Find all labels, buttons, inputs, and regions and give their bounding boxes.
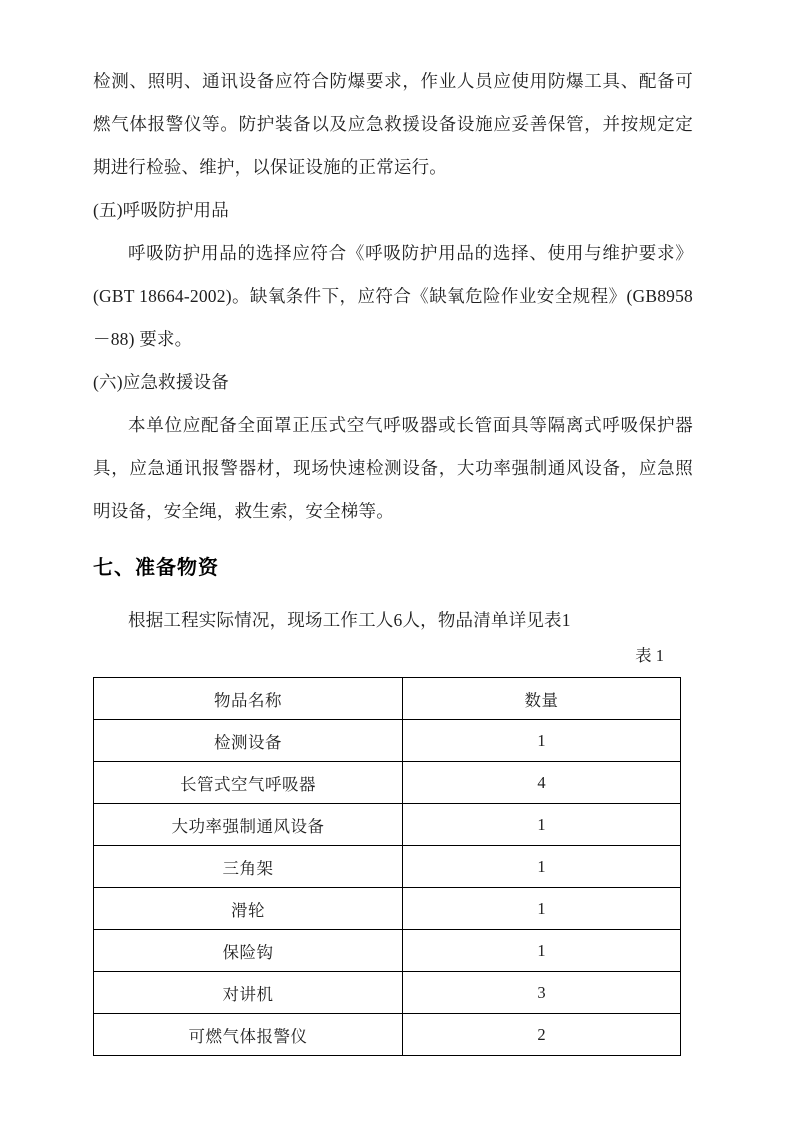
paragraph-emergency-rescue-equipment: 本单位应配备全面罩正压式空气呼吸器或长管面具等隔离式呼吸保护器具，应急通讯报警器材，现场快速检测设备，大功率强制通风设备，应急照明设备，安全绳，救生索，安全梯等。: [93, 415, 693, 521]
table-row: [94, 720, 681, 762]
table-caption-label: 表 1: [635, 646, 664, 665]
table-cell-quantity: 1: [403, 720, 681, 762]
table-cell-quantity: 1: [403, 888, 681, 930]
paragraph-protective-equipment: 检测、照明、通讯设备应符合防爆要求，作业人员应使用防爆工具、配备可燃气体报警仪等。防护装备以及应急救援设备设施应妥善保管，并按规定定期进行检验、维护，以保证设施的正常运行。: [93, 71, 693, 177]
subsection-heading-emergency-rescue-equipment: (六)应急救援设备: [93, 372, 229, 392]
table-cell-item-name: 大功率强制通风设备: [94, 804, 403, 846]
table-row: [94, 972, 681, 1014]
table-cell-item-name: 对讲机: [94, 972, 403, 1014]
paragraph-worker-count-and-list-reference: 根据工程实际情况，现场工作工人6人，物品清单详见表1: [128, 610, 571, 630]
heading-spacer: [93, 533, 693, 547]
table-cell-item-name: 滑轮: [94, 888, 403, 930]
document-body: [93, 60, 693, 1056]
table-cell-quantity: 2: [403, 1014, 681, 1056]
table-row: [94, 930, 681, 972]
table-cell-quantity: 4: [403, 762, 681, 804]
table-header-row: [94, 678, 681, 720]
table-cell-quantity: 1: [403, 846, 681, 888]
table-cell-item-name: 保险钩: [94, 930, 403, 972]
section-heading-preparation-materials: 七、准备物资: [93, 557, 219, 579]
table-row: [94, 762, 681, 804]
table-header-quantity: 数量: [403, 678, 681, 720]
table-cell-item-name: 检测设备: [94, 720, 403, 762]
paragraph-respiratory-ppe-standards: 呼吸防护用品的选择应符合《呼吸防护用品的选择、使用与维护要求》(GBT 18664-2002)。缺氧条件下，应符合《缺氧危险作业安全规程》(GB8958－88) 要求。: [93, 243, 693, 349]
materials-table-body: [94, 678, 681, 1056]
table-row: [94, 1014, 681, 1056]
table-cell-quantity: 1: [403, 804, 681, 846]
table-row: [94, 888, 681, 930]
table-row: [94, 804, 681, 846]
table-cell-item-name: 长管式空气呼吸器: [94, 762, 403, 804]
table-cell-item-name: 可燃气体报警仪: [94, 1014, 403, 1056]
table-cell-quantity: 3: [403, 972, 681, 1014]
table-cell-quantity: 1: [403, 930, 681, 972]
post-heading-spacer: [93, 590, 693, 599]
table-row: [94, 846, 681, 888]
materials-table: [93, 677, 681, 1056]
table-cell-item-name: 三角架: [94, 846, 403, 888]
subsection-heading-respiratory-ppe: (五)呼吸防护用品: [93, 200, 229, 220]
table-header-item-name: 物品名称: [94, 678, 403, 720]
